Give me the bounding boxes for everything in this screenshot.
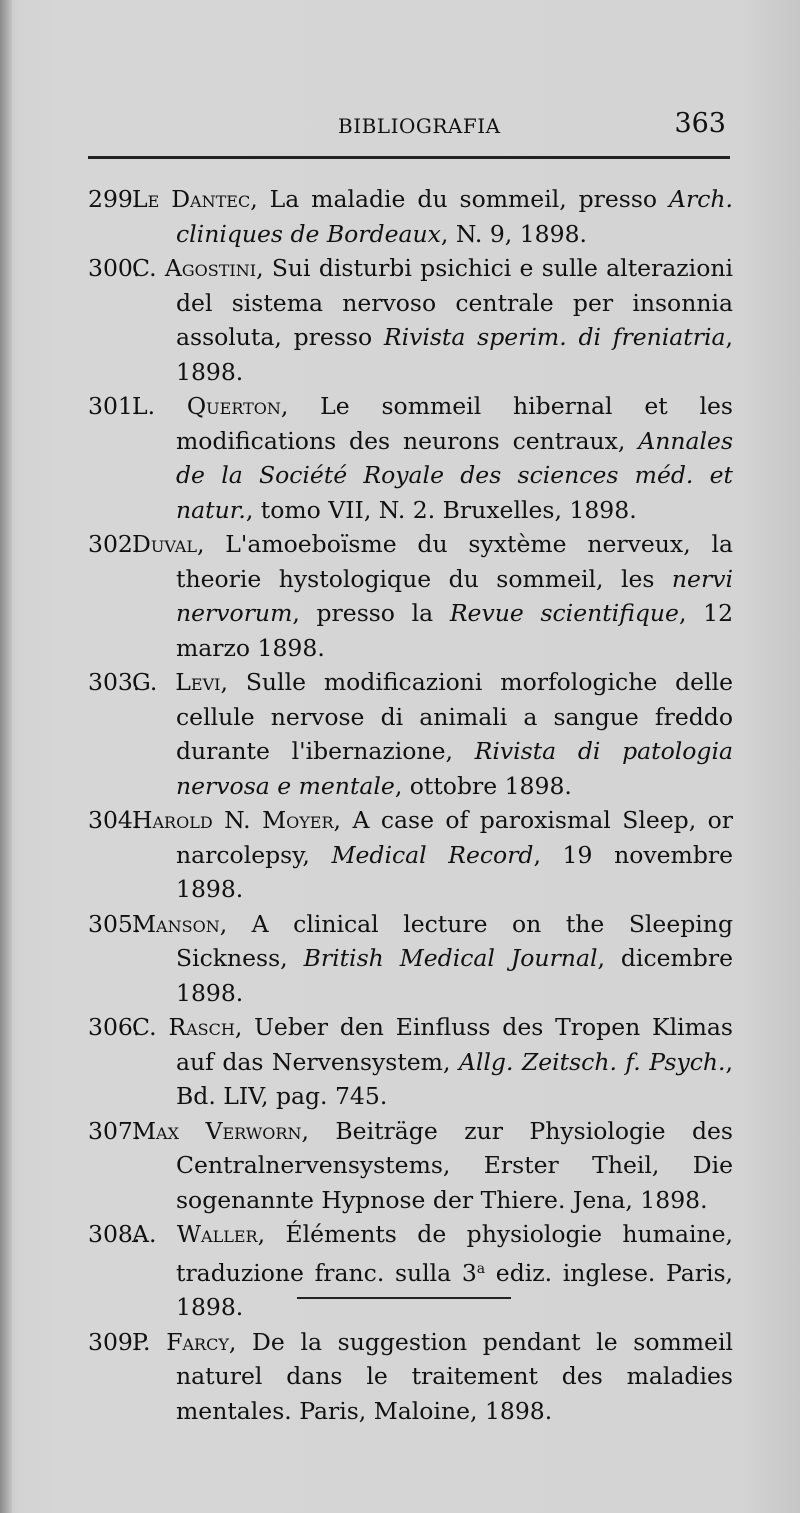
entry-text: , N. 9, 1898.	[440, 219, 587, 248]
entry-number: 306.	[88, 1013, 141, 1041]
bibliography-entry-308	[88, 1217, 733, 1325]
entry-text: , Beiträge zur Physiologie des Centralnervensystems, Erster Theil, Die sogenannte Hypnose der Thiere. Jena, 1898.	[176, 1116, 733, 1214]
bibliography-entry-307	[88, 1114, 733, 1218]
entry-number: 302.	[88, 530, 141, 558]
entry-text: , presso la	[292, 599, 450, 627]
entry-text: , De la suggestion pendant le sommeil naturel dans le traitement des maladies mentales. Paris, Maloine, 1898.	[176, 1327, 733, 1425]
entry-author: Max Verworn	[132, 1116, 302, 1145]
entry-text: , A clinical lecture on the Sleeping Sickness,	[176, 909, 733, 972]
entry-text: , Le sommeil hibernal et les modifications des neurons centraux,	[176, 392, 733, 455]
entry-text: , Sui disturbi psichici e sulle alterazioni del sistema nervoso centrale per insonnia assoluta, presso	[176, 254, 733, 351]
entry-journal: Arch. cliniques de Bordeaux	[176, 185, 733, 248]
entry-initial: C.	[132, 254, 165, 282]
entry-author: Duval	[132, 530, 197, 558]
entry-number: 307.	[88, 1116, 141, 1145]
running-title: BIBLIOGRAFIA	[338, 114, 501, 138]
entry-text: , L'amoeboïsme du syxtème nerveux, la theorie hystologique du sommeil, les	[176, 530, 733, 593]
entry-initial: C.	[132, 1013, 169, 1041]
entry-number: 300.	[88, 254, 141, 282]
bibliography-list	[88, 182, 733, 1428]
page-header	[88, 108, 730, 142]
entry-number: 304.	[88, 806, 141, 834]
entry-author: Manson	[132, 909, 220, 938]
entry-author: Waller	[176, 1220, 258, 1248]
entry-number: 309.	[88, 1327, 141, 1356]
entry-text: , ottobre 1898.	[394, 771, 572, 800]
page-gutter-shadow	[0, 0, 12, 1513]
bibliography-entry-309	[88, 1325, 733, 1429]
entry-author: Harold N. Moyer	[132, 806, 334, 834]
bibliography-entry-306	[88, 1010, 733, 1114]
bibliography-entry-302	[88, 527, 733, 665]
entry-journal: Allg. Zeitsch. f. Psych.	[458, 1047, 726, 1076]
entry-journal: Rivista sperim. di freniatria	[383, 323, 726, 351]
bibliography-entry-303	[88, 665, 733, 803]
entry-initial: A.	[132, 1220, 177, 1248]
bibliography-entry-305	[88, 907, 733, 1011]
entry-author: Farcy	[166, 1327, 229, 1356]
entry-author: Rasch	[168, 1013, 235, 1041]
entry-author: Le Dantec	[132, 185, 251, 213]
entry-text: , tomo VII, N. 2. Bruxelles, 1898.	[245, 495, 637, 524]
end-rule	[297, 1297, 511, 1299]
bibliography-entry-300	[88, 251, 733, 389]
entry-number: 305.	[88, 909, 141, 938]
entry-journal: Annales de la Société Royale des sciences méd. et natur.	[176, 426, 733, 524]
entry-text: ediz. inglese. Paris, 1898.	[176, 1258, 734, 1321]
entry-author: Levi	[175, 668, 221, 696]
entry-number: 308.	[88, 1220, 141, 1248]
entry-text: , 19 novembre 1898.	[176, 840, 733, 903]
entry-text: , Bd. LIV, pag. 745.	[176, 1047, 733, 1110]
entry-initial: P.	[132, 1327, 167, 1356]
entry-text: , Sulle modificazioni morfologiche delle cellule nervose di animali a sangue freddo durante l'ibernazione,	[176, 668, 734, 765]
entry-text: , 12 marzo 1898.	[176, 599, 734, 662]
entry-text: , La maladie du sommeil, presso	[250, 185, 670, 213]
entry-author: Agostini	[164, 254, 257, 282]
entry-initial: L.	[132, 392, 187, 420]
entry-italic-term: nervi nervorum	[176, 564, 733, 627]
entry-number: 301.	[88, 392, 141, 420]
bibliography-entry-304	[88, 803, 733, 907]
entry-text: , Éléments de physiologie humaine, traduzione franc. sulla 3	[176, 1220, 733, 1287]
entry-number: 303.	[88, 668, 141, 696]
entry-initial: G.	[132, 668, 176, 696]
entry-journal: Medical Record	[331, 840, 534, 869]
page-number: 363	[674, 108, 726, 139]
entry-text: , 1898.	[176, 323, 733, 386]
entry-author: Querton	[186, 392, 281, 420]
bibliography-entry-299	[88, 182, 733, 251]
entry-journal: British Medical Journal	[303, 944, 598, 972]
entry-journal: Revue scientifique	[449, 599, 679, 627]
entry-superscript: a	[476, 1260, 486, 1277]
header-rule	[88, 156, 730, 159]
entry-text: , A case of paroxismal Sleep, or narcolepsy,	[176, 806, 733, 869]
entry-number: 299.	[88, 185, 141, 213]
entry-text: , dicembre 1898.	[176, 944, 733, 1007]
bibliography-entry-301	[88, 389, 733, 527]
entry-journal: Rivista di patologia nervosa e mentale	[176, 737, 733, 800]
entry-text: , Ueber den Einfluss des Tropen Klimas auf das Nervensystem,	[176, 1013, 733, 1076]
